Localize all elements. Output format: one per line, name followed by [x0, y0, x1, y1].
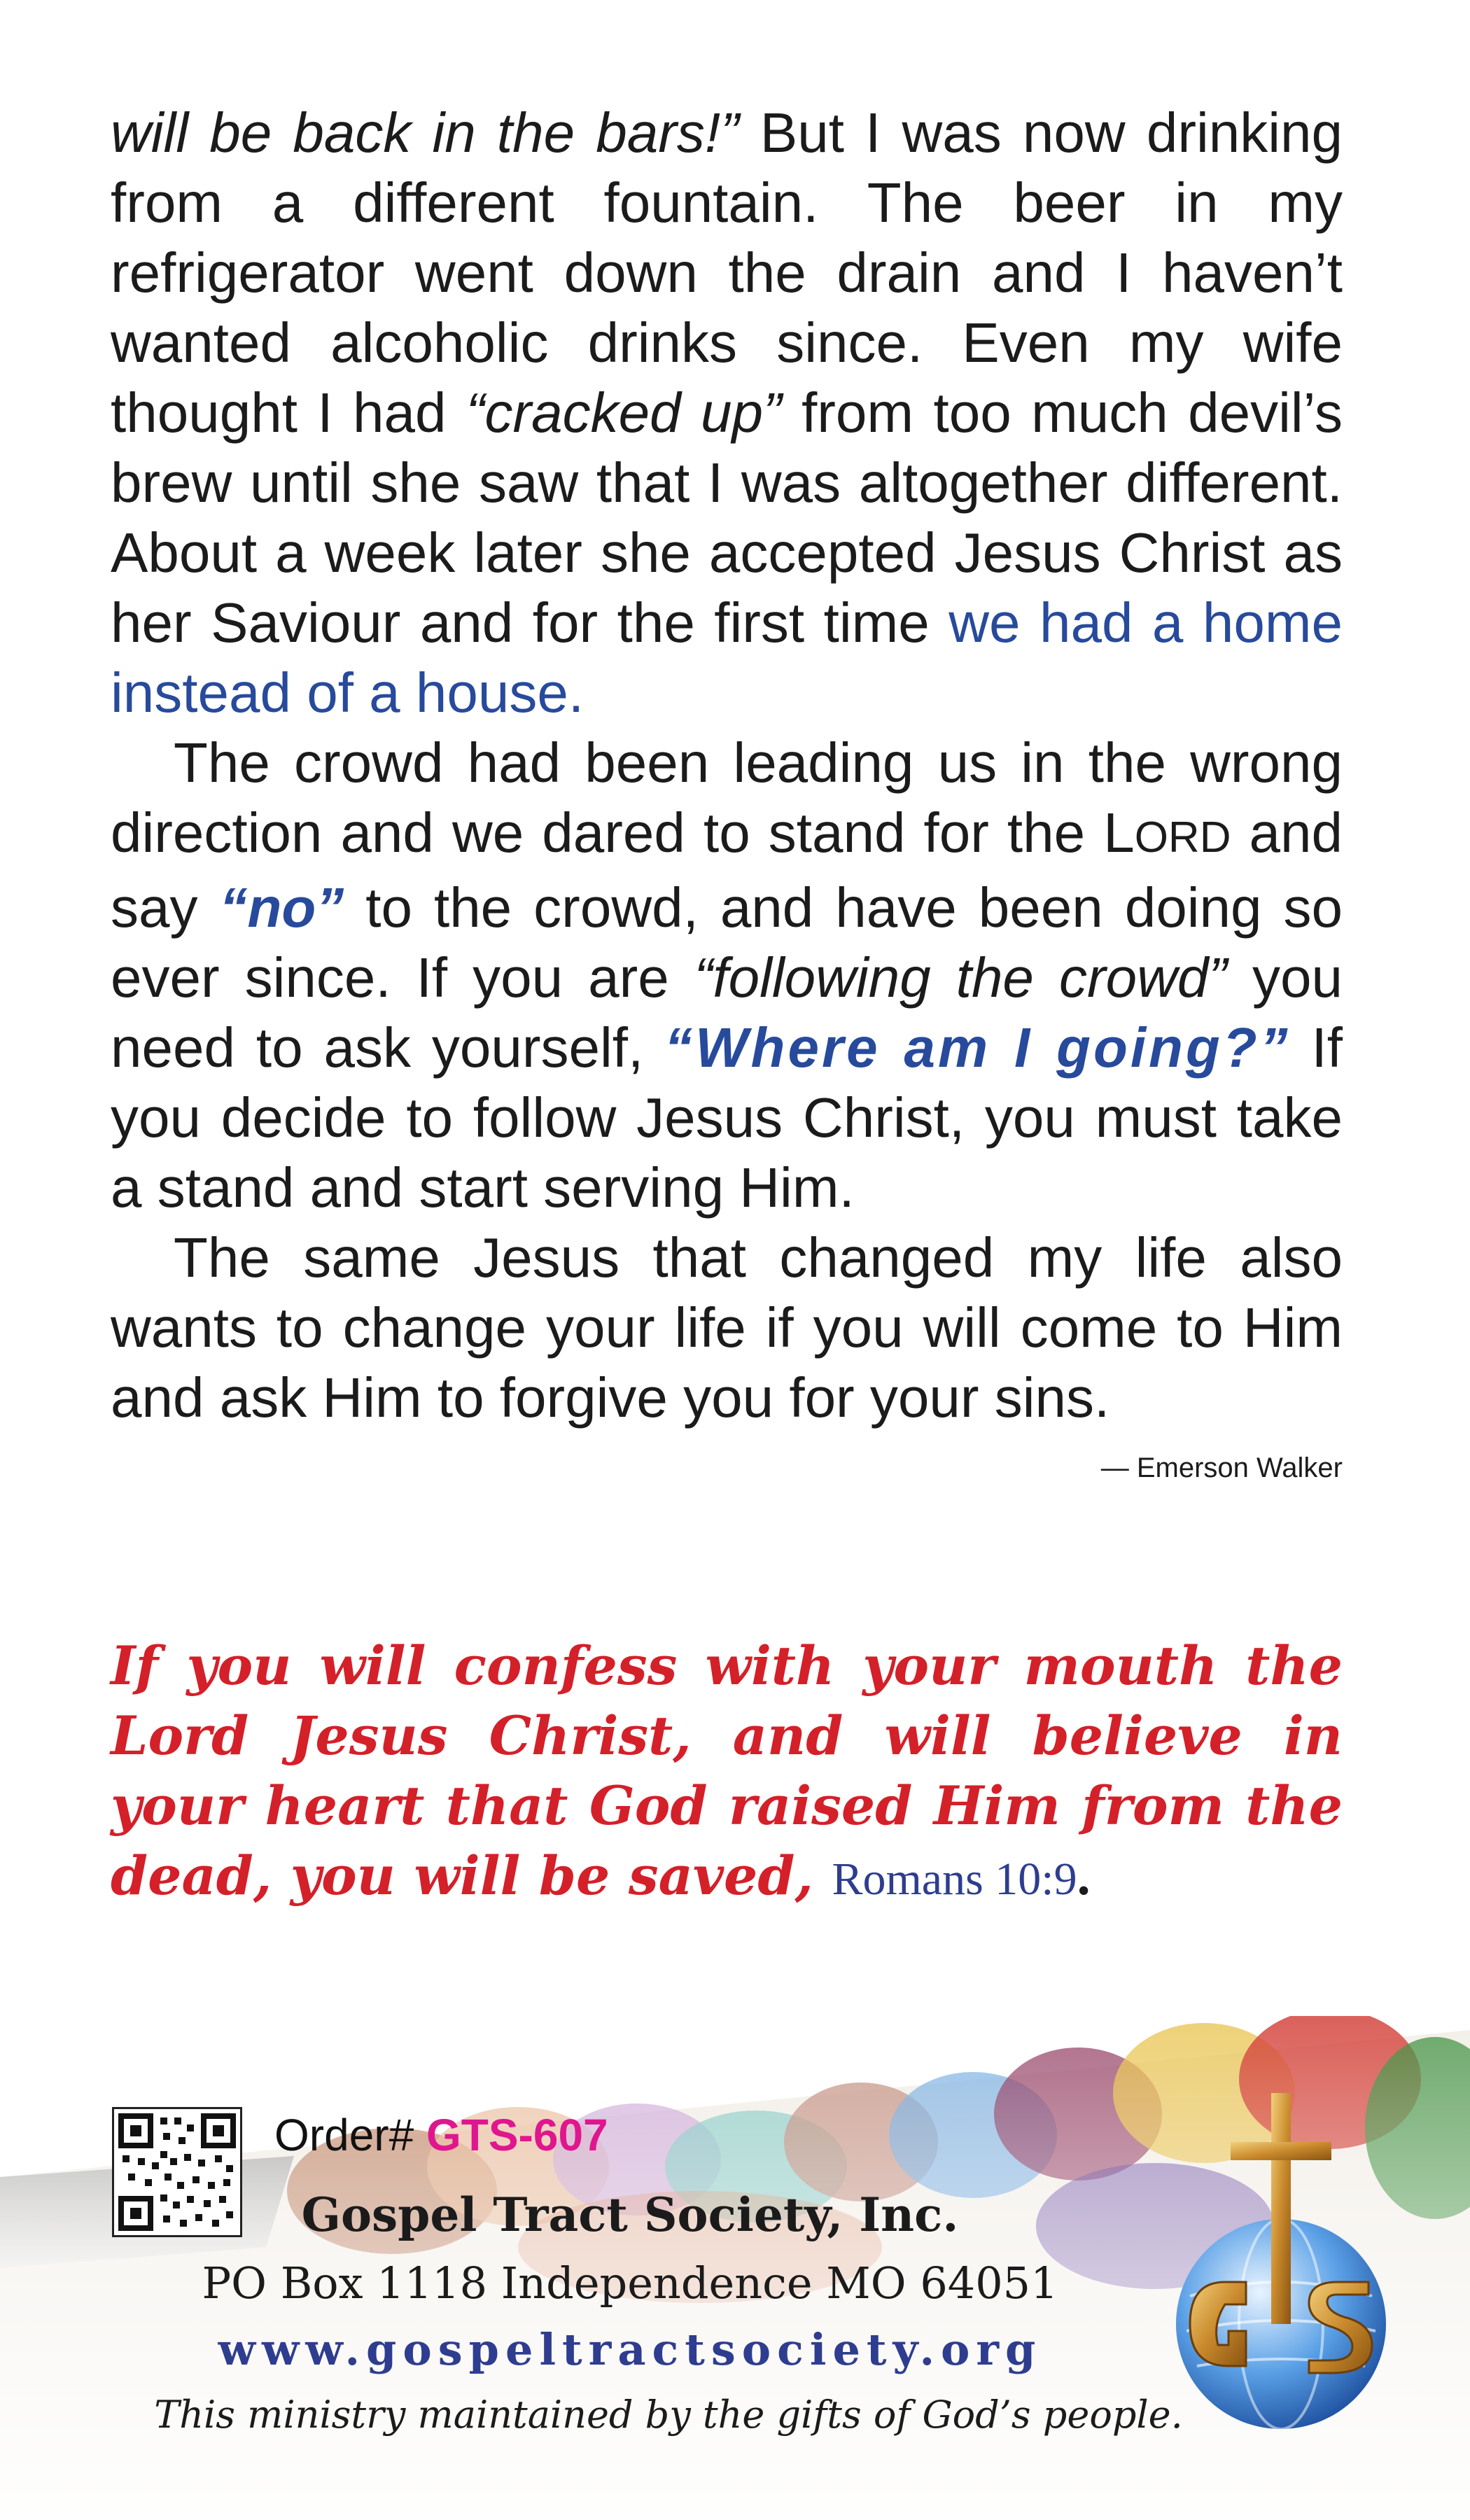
quote-following-crowd: “following the crowd” [694, 946, 1227, 1009]
paragraph-1 [111, 98, 1343, 728]
text-run: If you decide to follow Jesus Christ, you must take a stand and start serving Him. [111, 1016, 1343, 1219]
footer [0, 2016, 1470, 2520]
highlight-home: we had a home instead of a house. [111, 592, 1343, 724]
text-run: to the crowd, and have been doing so ever since. If you are [111, 876, 1343, 1009]
verse-text: If you will confess with your mouth the Lord Jesus Christ, and will believe in your heart that God raised Him from the dead, you will be saved, [111, 1634, 1343, 1907]
paragraph-3 [111, 1223, 1343, 1483]
tract-body [111, 98, 1343, 1503]
author-signature: — Emerson Walker [1100, 1452, 1343, 1483]
quote-bars: will be back in the bars!” [111, 102, 739, 164]
gts-globe-cross-logo [1169, 2086, 1393, 2450]
website-link[interactable]: www.gospeltractsociety.org [218, 2324, 1042, 2375]
verse-reference: Romans 10:9 [832, 1854, 1077, 1905]
order-code: GTS-607 [426, 2110, 608, 2160]
order-label: Order# [274, 2110, 414, 2160]
order-number [274, 2107, 608, 2163]
organization-name: Gospel Tract Society, Inc. [301, 2188, 959, 2242]
highlight-where-going: “Where am I going?” [664, 1016, 1291, 1079]
text-run: from too much devil’s brew until she saw that I was altogether different. About a week later she accepted Jesus Christ as her Saviour and for the first time [111, 382, 1343, 654]
verse-end-period: . [1077, 1847, 1091, 1906]
highlight-no: “no” [219, 876, 344, 939]
text-run: The same Jesus that changed my life also wants to change your life if you will come to Him and ask Him to forgive you for your sins. [111, 1226, 1343, 1429]
ministry-tagline: This ministry maintained by the gifts of God’s people. [154, 2393, 1183, 2437]
text-run: The crowd had been leading us in the wrong direction and we dared to stand for the L [111, 732, 1343, 864]
mailing-address: PO Box 1118 Independence MO 64051 [202, 2258, 1058, 2309]
scripture-verse [111, 1631, 1343, 1914]
text-run: and say [111, 802, 1343, 939]
text-run: you need to ask yourself, [111, 946, 1343, 1079]
small-caps-lord: ORD [1134, 813, 1231, 862]
paragraph-2 [111, 728, 1343, 1223]
text-run: But I was now drinking from a different fountain. The beer in my refrigerator went down the drain and I haven’t wanted alcoholic drinks since. Even my wife thought I had [111, 102, 1343, 444]
verse-paragraph [111, 1631, 1343, 1914]
quote-cracked-up: “cracked up” [465, 382, 782, 444]
